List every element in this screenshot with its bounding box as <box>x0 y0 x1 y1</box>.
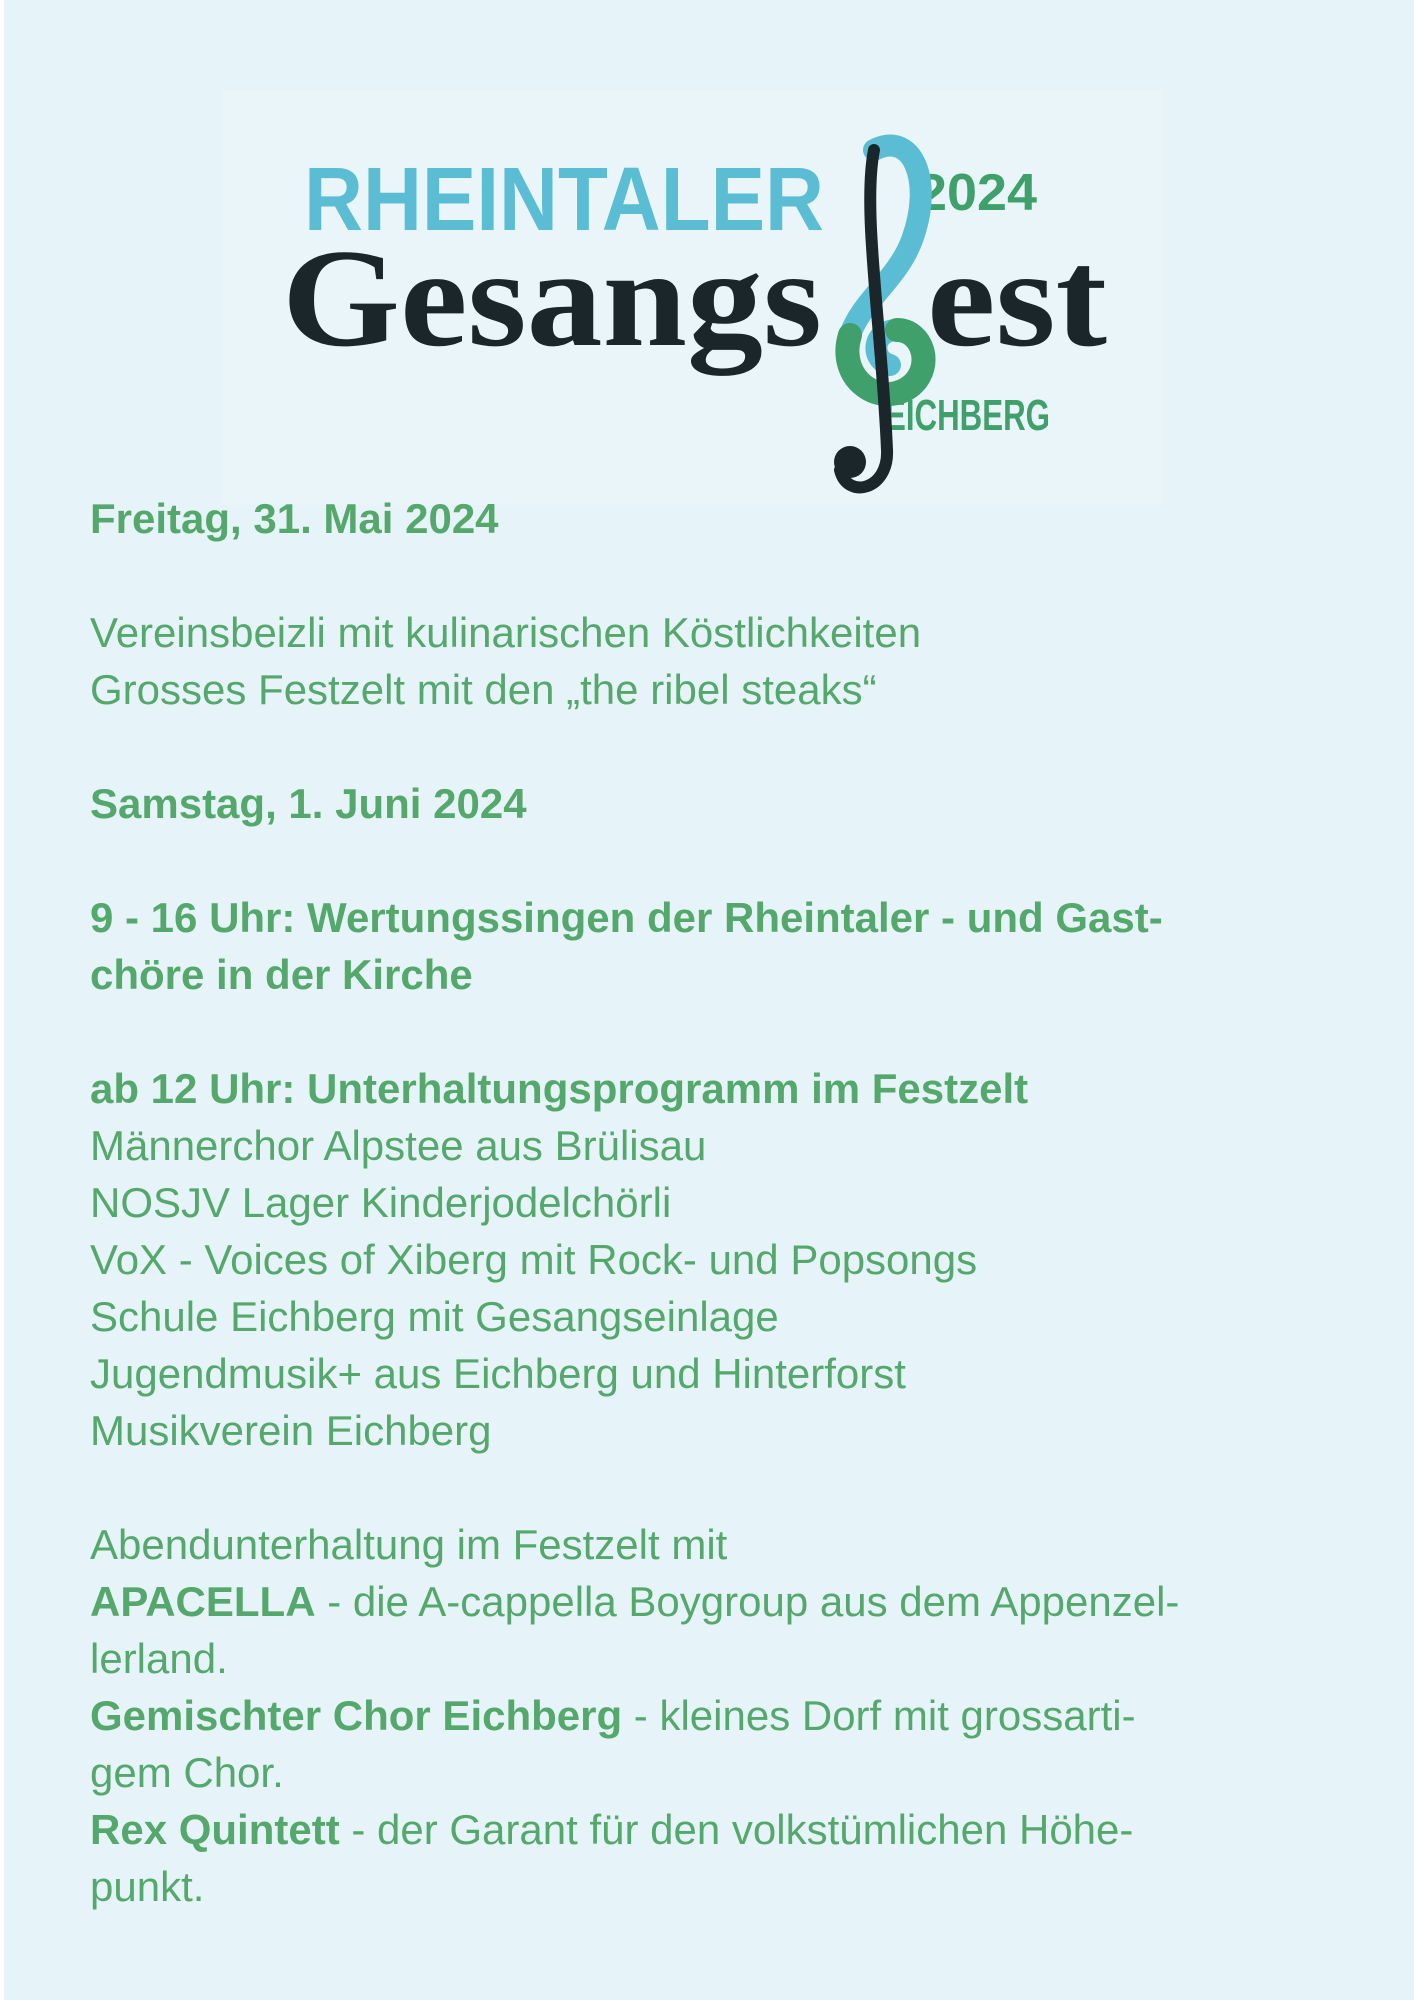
flyer-page <box>4 0 1414 2000</box>
act-description: - der Garant für den volkstümlichen Höhe- <box>339 1806 1134 1853</box>
program-item: Musikverein Eichberg <box>90 1407 492 1454</box>
program-heading: ab 12 Uhr: Unterhaltungsprogramm im Festzelt <box>90 1065 1029 1112</box>
logo-word-main-left: Gesangs <box>282 221 822 376</box>
saturday-heading: Samstag, 1. Juni 2024 <box>90 780 527 827</box>
friday-heading: Freitag, 31. Mai 2024 <box>90 495 499 542</box>
logo-word-main-right: est <box>927 221 1107 376</box>
evening-act <box>90 1687 1350 1744</box>
evening-intro: Abendunterhaltung im Festzelt mit <box>90 1521 728 1568</box>
friday-line: Grosses Festzelt mit den „the ribel steaks“ <box>90 666 877 713</box>
event-program <box>90 490 1350 1915</box>
program-item: Männerchor Alpstee aus Brülisau <box>90 1122 707 1169</box>
festival-logo-graphic <box>222 90 1162 505</box>
act-description-cont: lerland. <box>90 1635 228 1682</box>
program-item: Schule Eichberg mit Gesangseinlage <box>90 1293 779 1340</box>
singing-line: 9 - 16 Uhr: Wertungssingen der Rheintaler - und Gast- <box>90 894 1163 941</box>
act-description-cont: gem Chor. <box>90 1749 284 1796</box>
program-item: Jugendmusik+ aus Eichberg und Hinterforst <box>90 1350 906 1397</box>
singing-line: chöre in der Kirche <box>90 951 473 998</box>
friday-line: Vereinsbeizli mit kulinarischen Köstlichkeiten <box>90 609 922 656</box>
festival-logo <box>222 90 1162 505</box>
evening-act <box>90 1573 1350 1630</box>
act-description-cont: punkt. <box>90 1863 205 1910</box>
act-description: - kleines Dorf mit grossarti- <box>622 1692 1136 1739</box>
act-name: Gemischter Chor Eichberg <box>90 1692 623 1739</box>
logo-year: 2024 <box>917 164 1038 222</box>
evening-act <box>90 1801 1350 1858</box>
act-name: Rex Quintett <box>90 1806 340 1853</box>
program-item: NOSJV Lager Kinderjodelchörli <box>90 1179 672 1226</box>
logo-place: EICHBERG <box>885 391 1050 440</box>
act-name: APACELLA <box>90 1578 316 1625</box>
logo-word-top: RHEINTALER <box>304 150 824 250</box>
act-description: - die A-cappella Boygroup aus dem Appenzel- <box>315 1578 1180 1625</box>
program-item: VoX - Voices of Xiberg mit Rock- und Popsongs <box>90 1236 978 1283</box>
